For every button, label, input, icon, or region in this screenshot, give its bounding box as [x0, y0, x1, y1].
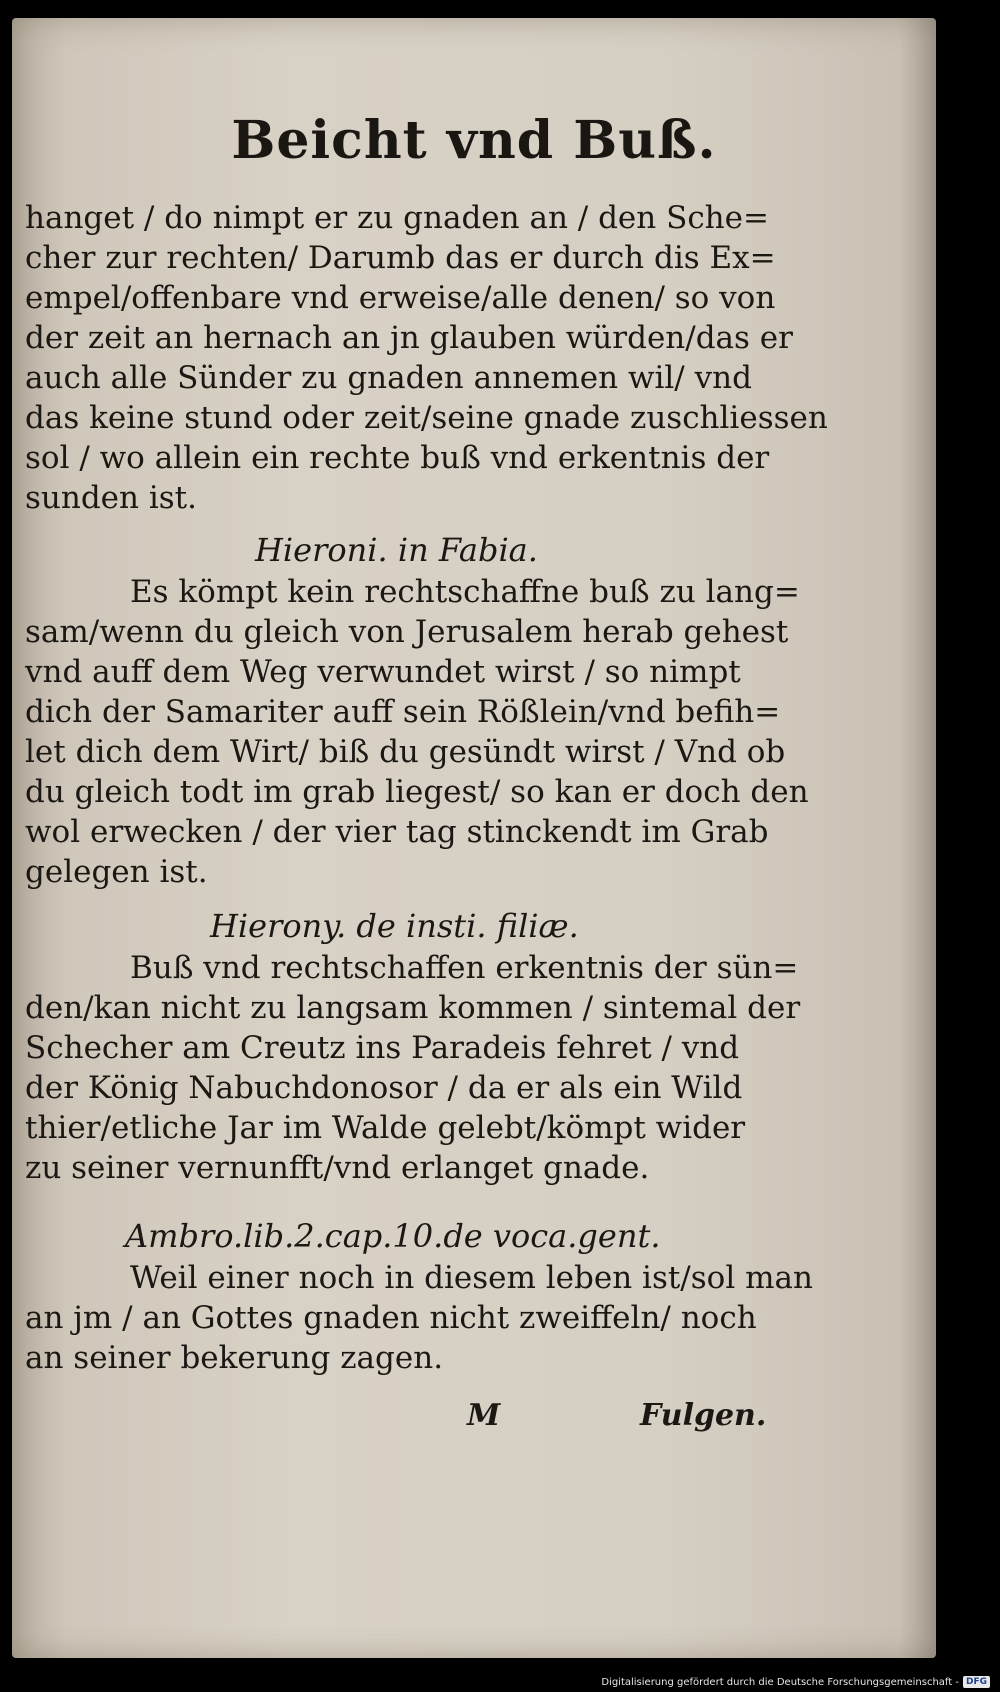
- text-line: sam/wenn du gleich von Jerusalem herab gehest: [25, 614, 789, 650]
- credit-text: Digitalisierung gefördert durch die Deutsche Forschungsgemeinschaft -: [601, 1676, 959, 1688]
- text-line: Buß vnd rechtschaffen erkentnis der sün=: [130, 950, 799, 986]
- signature-mark: M: [467, 1398, 501, 1433]
- text-line: sunden ist.: [25, 480, 197, 516]
- text-line: der König Nabuchdonosor / da er als ein Wild: [25, 1070, 743, 1106]
- catchword: Fulgen.: [640, 1398, 767, 1433]
- text-line: auch alle Sünder zu gnaden annemen wil/ vnd: [25, 360, 752, 396]
- running-head: Beicht vnd Buß.: [231, 110, 717, 171]
- text-line: empel/offenbare vnd erweise/alle denen/ so von: [25, 280, 776, 316]
- dfg-logo-icon: DFG: [963, 1676, 990, 1688]
- text-line: sol / wo allein ein rechte buß vnd erkentnis der: [25, 440, 770, 476]
- text-line: thier/etliche Jar im Walde gelebt/kömpt wider: [25, 1110, 746, 1146]
- text-line: den/kan nicht zu langsam kommen / sintemal der: [25, 990, 801, 1026]
- text-line: Weil einer noch in diesem leben ist/sol man: [130, 1260, 813, 1296]
- body-text: [25, 198, 828, 1378]
- section-heading-ambro: Ambro.lib.2.cap.10.de voca.gent.: [125, 1217, 661, 1255]
- paragraph-2: [25, 572, 809, 892]
- text-line: an jm / an Gottes gnaden nicht zweiffeln/ noch: [25, 1300, 757, 1336]
- text-line: wol erwecken / der vier tag stinckendt im Grab: [25, 814, 769, 850]
- text-line: der zeit an hernach an jn glauben würden/das er: [25, 320, 793, 356]
- section-heading-hieroni-fabia: Hieroni. in Fabia.: [255, 531, 538, 569]
- text-line: Schecher am Creutz ins Paradeis fehret / vnd: [25, 1030, 740, 1066]
- text-line: cher zur rechten/ Darumb das er durch dis Ex=: [25, 240, 776, 276]
- text-line: an seiner bekerung zagen.: [25, 1340, 444, 1376]
- text-line: vnd auff dem Weg verwundet wirst / so nimpt: [25, 654, 741, 690]
- text-line: hanget / do nimpt er zu gnaden an / den Sche=: [25, 200, 769, 236]
- paragraph-4: [25, 1258, 813, 1378]
- paragraph-3: [25, 948, 801, 1188]
- book-page: [12, 18, 936, 1658]
- digitization-credit: [601, 1676, 990, 1688]
- text-line: gelegen ist.: [25, 854, 208, 890]
- paragraph-1: [25, 198, 828, 518]
- text-line: let dich dem Wirt/ biß du gesündt wirst / Vnd ob: [25, 734, 786, 770]
- text-line: Es kömpt kein rechtschaffne buß zu lang=: [130, 574, 800, 610]
- section-heading-hierony-insti: Hierony. de insti. filiæ.: [210, 907, 579, 945]
- text-line: zu seiner vernunfft/vnd erlanget gnade.: [25, 1150, 650, 1186]
- text-line: das keine stund oder zeit/seine gnade zuschliessen: [25, 400, 828, 436]
- text-line: du gleich todt im grab liegest/ so kan er doch den: [25, 774, 809, 810]
- text-line: dich der Samariter auff sein Rößlein/vnd befih=: [25, 694, 781, 730]
